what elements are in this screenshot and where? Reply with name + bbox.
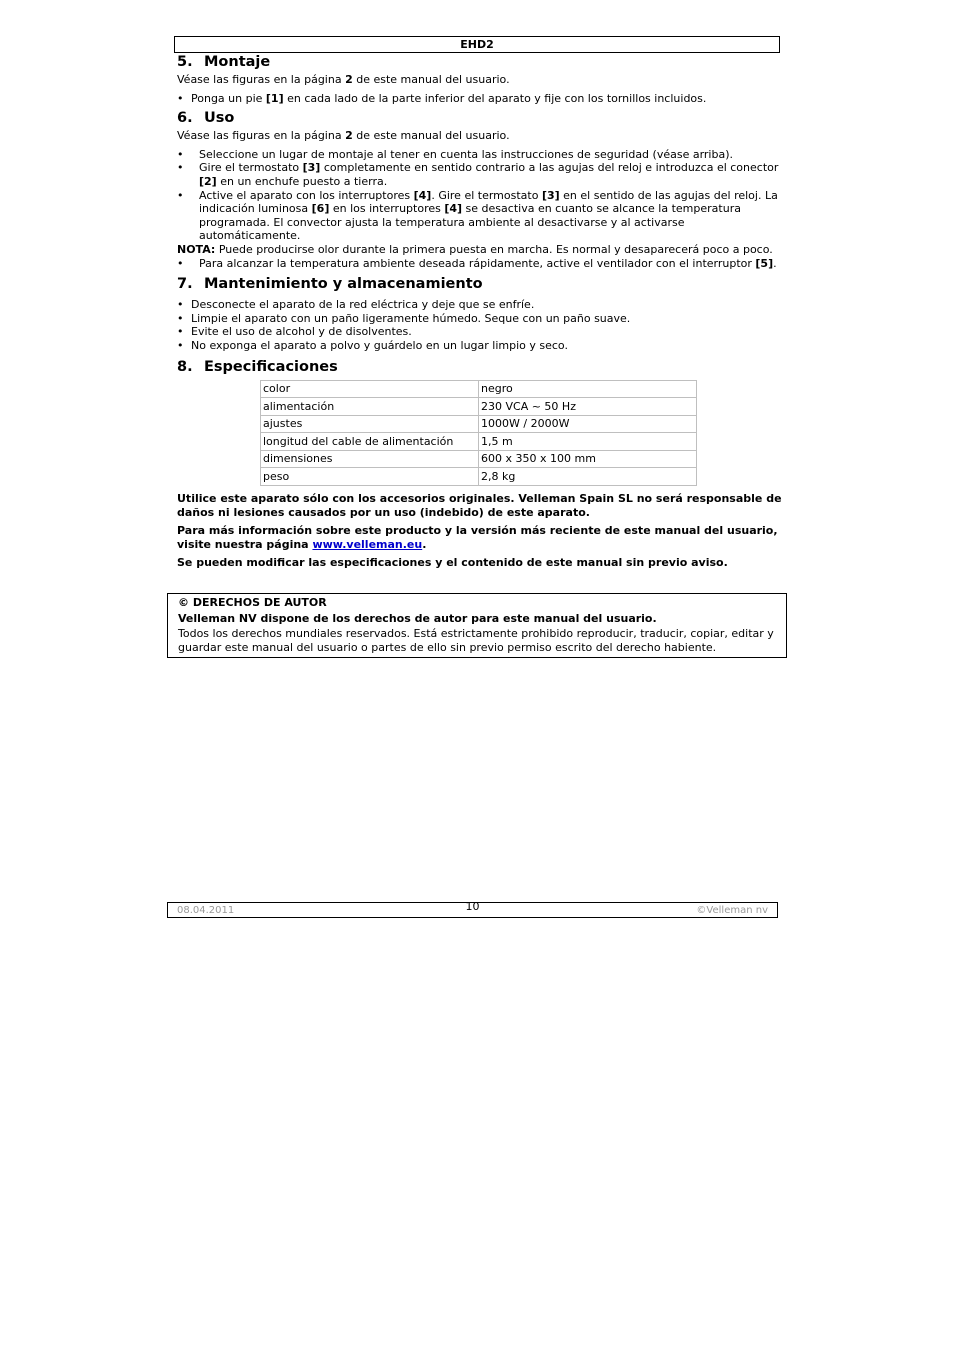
uso-intro: Véase las figuras en la página 2 de este manual del usuario.	[177, 129, 510, 143]
spec-value: 600 x 350 x 100 mm	[479, 450, 697, 468]
copyright-box	[167, 593, 787, 658]
spec-key: peso	[261, 468, 479, 486]
spec-key: dimensiones	[261, 450, 479, 468]
list-item: • Limpie el aparato con un paño ligeramente húmedo. Seque con un paño suave.	[177, 312, 782, 326]
section-title-mantenimiento: 7. Mantenimiento y almacenamiento	[177, 276, 483, 293]
spec-value: 2,8 kg	[479, 468, 697, 486]
spec-value: 230 VCA ~ 50 Hz	[479, 398, 697, 416]
page-number: 10	[465, 900, 480, 913]
page-footer	[167, 902, 778, 918]
spec-key: ajustes	[261, 415, 479, 433]
copyright-body: Todos los derechos mundiales reservados. Está estrictamente prohibido reproducir, traducir, copiar, editar y guardar este manual del usuario o partes de ello sin previo permiso escrito del derecho habiente.	[178, 627, 774, 654]
list-item: • Seleccione un lugar de montaje al tener en cuenta las instrucciones de seguridad (véase arriba).	[177, 148, 782, 162]
more-info-notice: Para más información sobre este producto y la versión más reciente de este manual del usuario, visite nuestra página www.velleman.eu.	[177, 524, 778, 551]
model-label: EHD2	[460, 38, 494, 51]
list-item: • Para alcanzar la temperatura ambiente deseada rápidamente, active el ventilador con el interruptor [5].	[177, 257, 782, 271]
copyright-owner: Velleman NV dispone de los derechos de autor para este manual del usuario.	[178, 611, 657, 625]
spec-key: longitud del cable de alimentación	[261, 433, 479, 451]
list-item: • Desconecte el aparato de la red eléctrica y deje que se enfríe.	[177, 298, 782, 312]
page-content	[177, 52, 782, 570]
montaje-intro: Véase las figuras en la página 2 de este manual del usuario.	[177, 73, 510, 86]
spec-value: negro	[479, 380, 697, 398]
page-header	[174, 36, 780, 53]
velleman-link[interactable]: www.velleman.eu	[312, 537, 423, 551]
section-title-especificaciones: 8. Especificaciones	[177, 358, 338, 375]
accessories-notice: Utilice este aparato sólo con los accesorios originales. Velleman Spain SL no será responsable de daños ni lesiones causados por un uso (indebido) de este aparato.	[177, 492, 782, 519]
spec-value: 1000W / 2000W	[479, 415, 697, 433]
modify-notice: Se pueden modificar las especificaciones y el contenido de este manual sin previo aviso.	[177, 556, 728, 570]
footer-brand: ©Velleman nv	[696, 905, 768, 916]
mantenimiento-list	[177, 298, 782, 352]
uso-list-2	[177, 257, 782, 271]
section-title-montaje: 5. Montaje	[177, 54, 271, 70]
list-item: • Active el aparato con los interruptores [4]. Gire el termostato [3] en el sentido de las agujas del reloj. La indicación luminosa [6] en los interruptores [4] se desactiva en cuanto se alcance la temperatura programada. El convector ajusta la temperatura ambiente al desactivarse y al activarse automáticamente.	[177, 189, 782, 243]
table-row	[261, 450, 697, 468]
copyright-title: © DERECHOS DE AUTOR	[178, 596, 327, 609]
spec-value: 1,5 m	[479, 433, 697, 451]
list-item: • Evite el uso de alcohol y de disolventes.	[177, 325, 782, 339]
list-item: • Ponga un pie [1] en cada lado de la parte inferior del aparato y fije con los tornillos incluidos.	[177, 92, 782, 106]
section-title-uso: 6. Uso	[177, 110, 235, 127]
table-row	[261, 415, 697, 433]
spec-table	[260, 380, 697, 487]
list-item: • No exponga el aparato a polvo y guárdelo en un lugar limpio y seco.	[177, 339, 782, 353]
spec-key: alimentación	[261, 398, 479, 416]
table-row	[261, 468, 697, 486]
uso-nota: NOTA: Puede producirse olor durante la primera puesta en marcha. Es normal y desaparecerá poco a poco.	[177, 242, 773, 256]
spec-key: color	[261, 380, 479, 398]
montaje-list	[177, 92, 782, 106]
uso-list	[177, 148, 782, 243]
table-row	[261, 433, 697, 451]
table-row	[261, 380, 697, 398]
list-item: • Gire el termostato [3] completamente en sentido contrario a las agujas del reloj e introduzca el conector [2] en un enchufe puesto a tierra.	[177, 161, 782, 188]
footer-date: 08.04.2011	[177, 905, 235, 916]
table-row	[261, 398, 697, 416]
